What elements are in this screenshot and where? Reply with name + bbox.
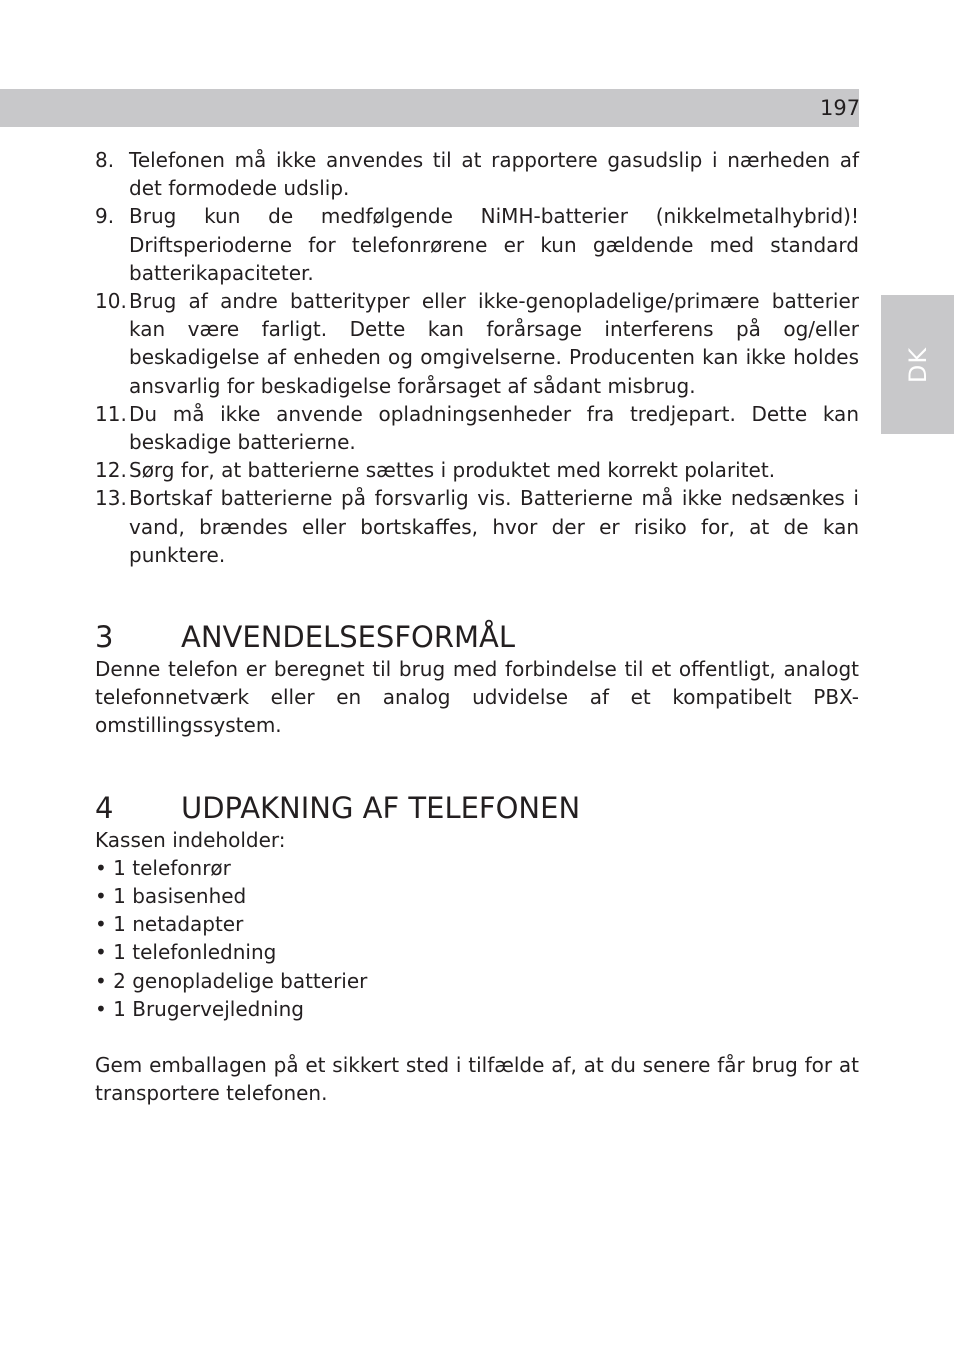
language-tab — [881, 295, 954, 434]
list-item — [95, 484, 859, 569]
list-item — [95, 202, 859, 287]
list-item: • 1 Brugervejledning — [95, 995, 859, 1023]
section-4-intro: Kassen indeholder: — [95, 827, 286, 852]
section-4 — [95, 790, 859, 1108]
section-3 — [95, 619, 859, 740]
page-number: 197 — [820, 96, 861, 120]
item-text: Bortskaf batterierne på forsvarlig vis. Batterierne må ikke nedsænkes i vand, brændes eller bortskaffes, hvor der er risiko for, at de kan punktere. — [129, 486, 859, 567]
list-item — [95, 146, 859, 202]
item-number: 8. — [95, 148, 115, 172]
page-content — [95, 146, 859, 1107]
item-text: Telefonen må ikke anvendes til at rapportere gasudslip i nærheden af det formodede udslip. — [129, 148, 859, 201]
list-item: • 1 basisenhed — [95, 882, 859, 910]
list-item: • 1 telefonledning — [95, 938, 859, 966]
list-item: • 2 genopladelige batterier — [95, 967, 859, 995]
item-text: Brug af andre batterityper eller ikke-genopladelige/primære batterier kan være farligt. Dette kan forårsage interferens på og/eller beskadigelse af enheden og omgivelserne. Producenten kan ikke holdes ansvarlig for beskadigelse forårsaget af sådant misbrug. — [129, 289, 859, 398]
section-title: ANVENDELSESFORMÅL — [181, 620, 516, 655]
item-number: 9. — [95, 204, 115, 229]
section-number: 3 — [95, 620, 114, 655]
section-3-body: Denne telefon er beregnet til brug med forbindelse til et offentligt, analogt telefonnetværk eller en analog udvidelse af et kompatibelt PBX-omstillingssystem. — [95, 657, 859, 738]
section-4-heading — [95, 790, 859, 826]
item-number: 10. — [95, 289, 127, 314]
item-number: 12. — [95, 458, 127, 483]
section-4-closing: Gem emballagen på et sikkert sted i tilfælde af, at du senere får brug for at transportere telefonen. — [95, 1053, 859, 1106]
list-item — [95, 287, 859, 400]
item-text: Sørg for, at batterierne sættes i produktet med korrekt polaritet. — [129, 458, 776, 483]
section-3-heading — [95, 619, 859, 655]
list-item: • 1 netadapter — [95, 910, 859, 938]
header-bar — [0, 89, 859, 127]
list-item — [95, 456, 859, 484]
item-text: Du må ikke anvende opladningsenheder fra tredjepart. Dette kan beskadige batterierne. — [129, 401, 859, 455]
language-tab-label: DK — [903, 346, 932, 383]
item-number: 13. — [95, 486, 127, 511]
section-number: 4 — [95, 790, 114, 825]
contents-list — [95, 854, 859, 1023]
item-text: Brug kun de medfølgende NiMH-batterier (nikkelmetalhybrid)! Driftsperioderne for telefonrørene er kun gældende med standard batterikapaciteter. — [129, 204, 859, 285]
section-title: UDPAKNING AF TELEFONEN — [181, 790, 581, 825]
item-number: 11. — [95, 401, 127, 426]
numbered-list — [95, 146, 859, 569]
list-item: • 1 telefonrør — [95, 854, 859, 882]
list-item — [95, 400, 859, 456]
